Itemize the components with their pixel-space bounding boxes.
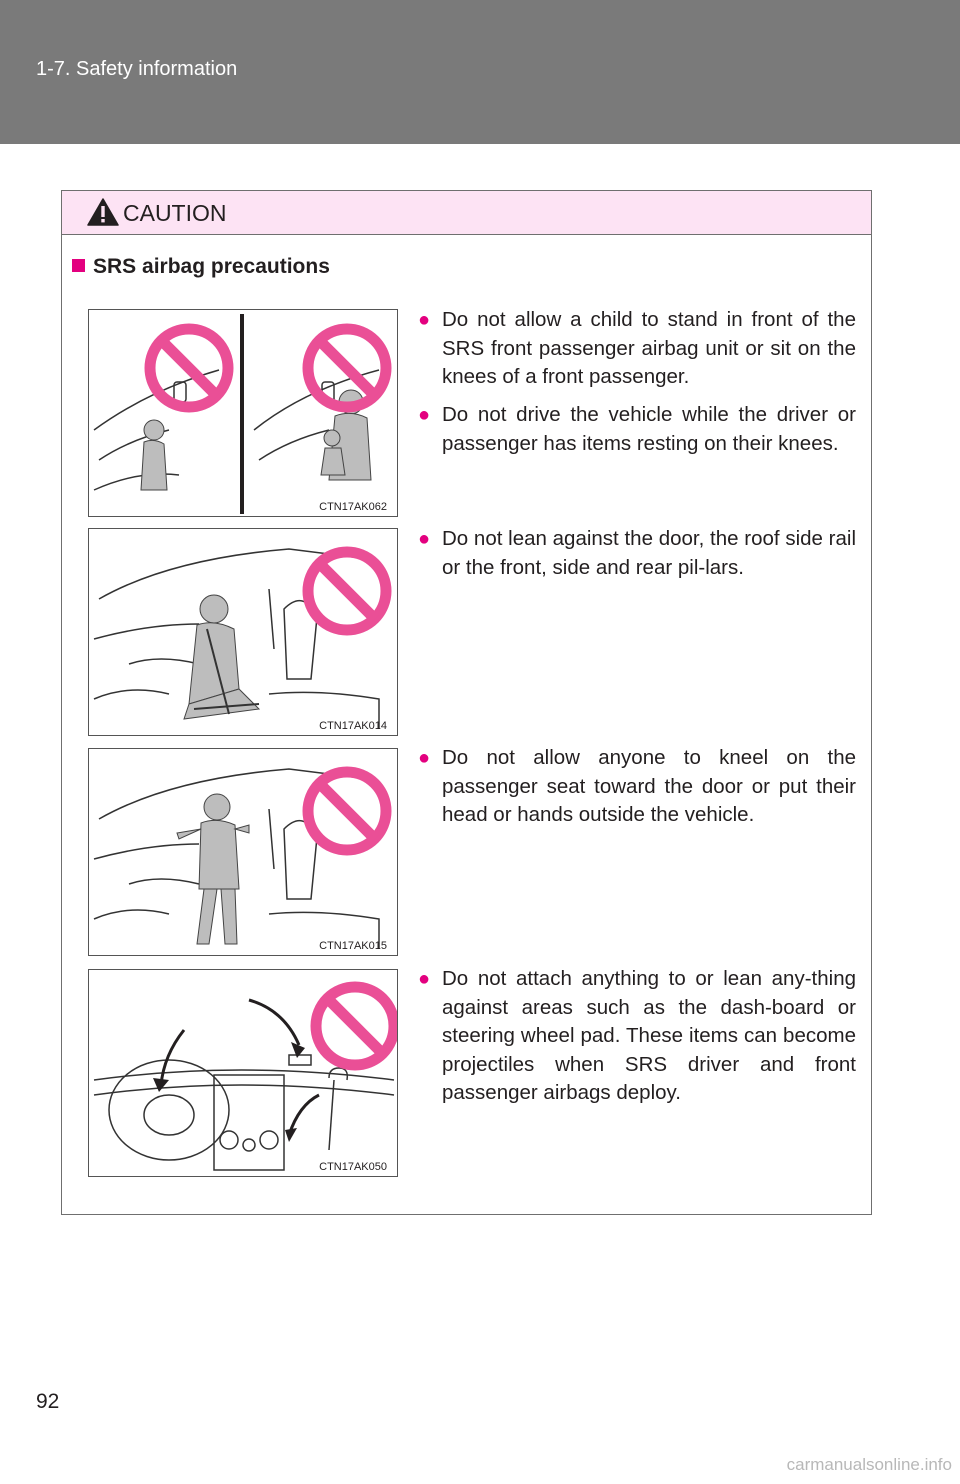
bullet-text: Do not drive the vehicle while the driver or passenger has items resting on their knees. bbox=[442, 403, 856, 455]
bullet-text: Do not attach anything to or lean any-thing against areas such as the dash-board or steering wheel pad. These items can become projectiles when SRS driver and front passenger airbags deploy. bbox=[442, 967, 856, 1104]
section-heading-text: SRS airbag precautions bbox=[93, 255, 330, 278]
bullet-item bbox=[418, 744, 856, 830]
caution-box bbox=[61, 190, 872, 1215]
figure-code: CTN17AK050 bbox=[319, 1161, 387, 1173]
circle-bullet-icon: ● bbox=[418, 968, 431, 990]
circle-bullet-icon: ● bbox=[418, 747, 431, 769]
bullet-text: Do not allow anyone to kneel on the passenger seat toward the door or put their head or hands outside the vehicle. bbox=[442, 746, 856, 826]
bullet-item bbox=[418, 306, 856, 392]
square-bullet-icon bbox=[72, 259, 85, 272]
bullet-item bbox=[418, 965, 856, 1108]
page-header bbox=[0, 0, 960, 144]
caution-label: CAUTION bbox=[123, 200, 227, 226]
figure-lean-door bbox=[88, 528, 398, 736]
figure-code: CTN17AK015 bbox=[319, 940, 387, 952]
bullet-item bbox=[418, 525, 856, 582]
figure-code: CTN17AK062 bbox=[319, 501, 387, 513]
watermark: carmanualsonline.info bbox=[786, 1455, 952, 1474]
figure-child-passenger bbox=[88, 309, 398, 517]
section-heading bbox=[72, 255, 330, 279]
circle-bullet-icon: ● bbox=[418, 309, 431, 331]
figure-code: CTN17AK014 bbox=[319, 720, 387, 732]
page-number: 92 bbox=[36, 1390, 60, 1413]
bullet-item bbox=[418, 401, 856, 458]
circle-bullet-icon: ● bbox=[418, 404, 431, 426]
bullet-text: Do not allow a child to stand in front of the SRS front passenger airbag unit or sit on the knees of a front passenger. bbox=[442, 308, 856, 388]
circle-bullet-icon: ● bbox=[418, 528, 431, 550]
caution-header bbox=[62, 191, 871, 235]
chapter-title: 1-7. Safety information bbox=[36, 58, 238, 80]
figure-kneel-seat bbox=[88, 748, 398, 956]
figure-dashboard bbox=[88, 969, 398, 1177]
bullet-text: Do not lean against the door, the roof side rail or the front, side and rear pil-lars. bbox=[442, 527, 856, 579]
warning-triangle-icon bbox=[87, 198, 119, 226]
